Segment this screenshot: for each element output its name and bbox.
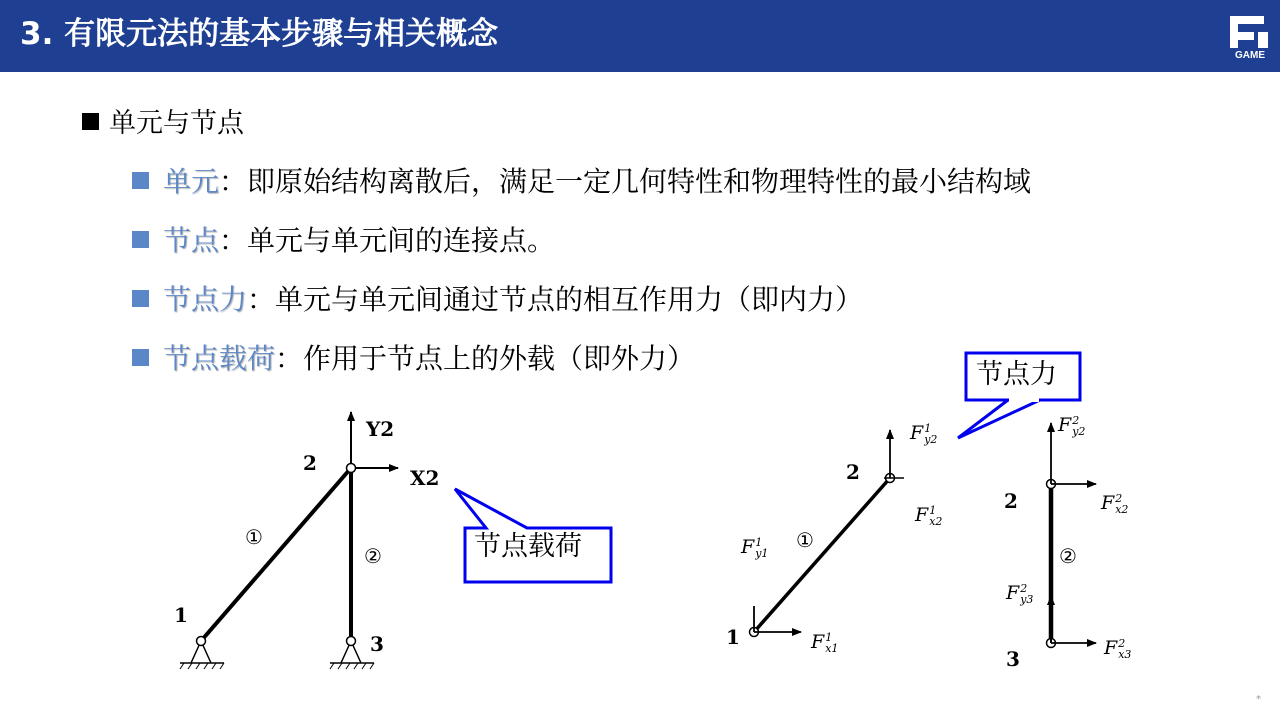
page-title: 3. 有限元法的基本步骤与相关概念 (20, 16, 499, 52)
force-letter: F (915, 504, 929, 526)
force-sub: x3 (1118, 648, 1132, 661)
force-callout-label: 节点力 (976, 359, 1057, 390)
force-sup: 1 (755, 536, 763, 549)
force-sup: 2 (1072, 414, 1080, 427)
node-label: 3 (370, 632, 384, 656)
force-label (910, 422, 937, 445)
force-sup: 1 (924, 422, 932, 435)
node-label: 2 (846, 460, 860, 484)
force-letter: F (910, 422, 924, 444)
force-label (1101, 492, 1128, 515)
definition-term: 单元 (163, 165, 220, 198)
node-label: 1 (174, 603, 188, 627)
definition-term: 节点载荷 (163, 342, 276, 375)
page-marker: * (1256, 694, 1261, 705)
node-label: 2 (1004, 489, 1018, 513)
definition-term: 节点力 (163, 283, 248, 316)
force-sub: y2 (1072, 425, 1086, 438)
force-letter: F (811, 631, 825, 653)
element-label: ① (796, 528, 814, 552)
load-callout-label: 节点载荷 (474, 531, 582, 562)
element-label: ② (1059, 544, 1077, 568)
main-bullet-label: 单元与节点 (109, 108, 244, 139)
force-letter: F (1104, 637, 1118, 659)
force-sup: 2 (1020, 582, 1028, 595)
right-element-diagram (750, 353, 1097, 648)
force-letter: F (741, 536, 755, 558)
element-label: ① (245, 525, 263, 549)
force-sub: x2 (929, 515, 943, 528)
force-sub: y2 (924, 433, 938, 446)
definition-text: ：单元与单元间通过节点的相互作用力（即内力） (247, 283, 864, 316)
node-2-joint (347, 464, 356, 473)
axis-label-y2: Y2 (366, 417, 395, 441)
force-sub: y1 (755, 547, 769, 560)
axis-label-x2: X2 (410, 466, 440, 490)
element-1-member (754, 478, 890, 632)
definition-text: ：即原始结构离散后，满足一定几何特性和物理特性的最小结构域 (219, 165, 1032, 198)
force-sub: x1 (825, 642, 839, 655)
element-1-member (201, 468, 351, 641)
definition-text: ：作用于节点上的外载（即外力） (275, 342, 696, 375)
force-sup: 1 (929, 504, 937, 517)
force-letter: F (1101, 492, 1115, 514)
force-letter: F (1058, 414, 1072, 436)
force-sub: y3 (1020, 593, 1034, 606)
pin-support-node-3-icon (330, 637, 374, 670)
definition-text: ：单元与单元间的连接点。 (219, 224, 556, 257)
force-label (915, 504, 942, 527)
element-label: ② (364, 544, 382, 568)
logo-text: GAME (1235, 50, 1265, 61)
definition-term: 节点 (163, 224, 220, 257)
force-sub: x2 (1115, 503, 1129, 516)
force-sup: 2 (1115, 492, 1123, 505)
force-label (741, 536, 768, 559)
pin-support-node-1-icon (180, 637, 224, 670)
force-sup: 1 (825, 631, 833, 644)
force-label (1104, 637, 1131, 660)
force-label (811, 631, 838, 654)
node-label: 1 (726, 625, 740, 649)
node-label: 3 (1006, 647, 1020, 671)
force-letter: F (1006, 582, 1020, 604)
node-label: 2 (303, 451, 317, 475)
force-label (1058, 414, 1085, 437)
force-label (1006, 582, 1033, 605)
force-sup: 2 (1118, 637, 1126, 650)
